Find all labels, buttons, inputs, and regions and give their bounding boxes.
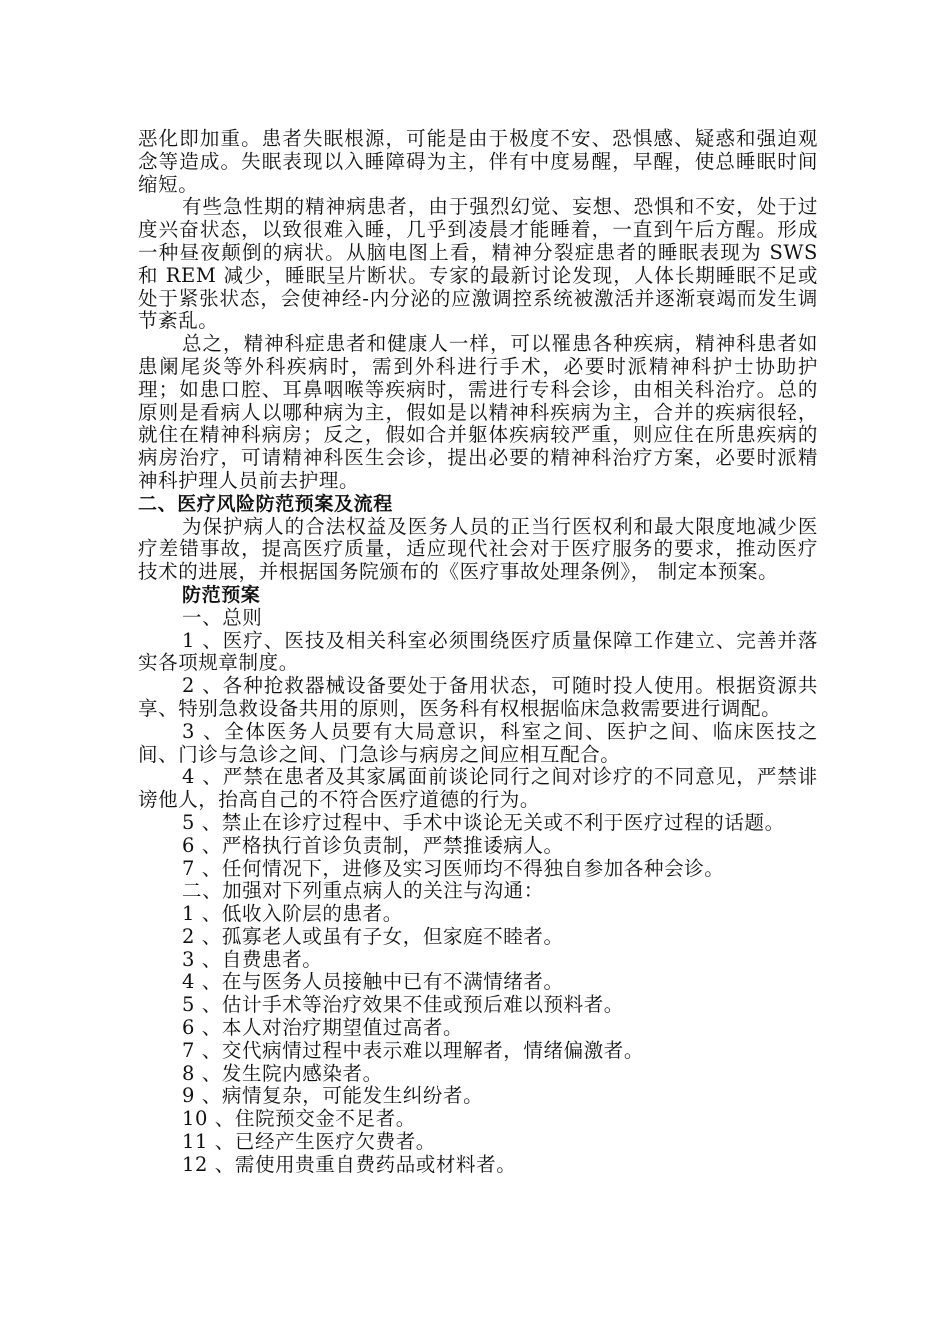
section-heading: 二、医疗风险防范预案及流程 <box>138 492 393 515</box>
patient-item: 6 、本人对治疗期望值过高者。 <box>182 1016 464 1040</box>
rule-item: 2 、各种抢救器械设备要处于备用状态，可随时投人使用。根据资源共享、特别急救设备共用的原则，医务科有权根据临床急救需要进行调配。 <box>138 674 818 720</box>
rule-item: 3 、全体医务人员要有大局意识，科室之间、医护之间、临床医技之间、门诊与急诊之间、门急诊与病房之间应相互配合。 <box>138 719 818 766</box>
paragraph-acute-phase: 有些急性期的精神病患者，由于强烈幻觉、妄想、恐惧和不安，处于过度兴奋状态，以致很难入睡，几乎到凌晨才能睡着，一直到午后方醒。形成一种昼夜颠倒的病状。从脑电图上看，精神分裂症患者的睡眠表现为 SWS 和 REM 减少，睡眠呈片断状。专家的最新讨论发现，人体长期睡眠不足或处于紧张状态，会使神经-内分泌的应激调控系统被激活并逐渐衰竭而发生调节紊乱。 <box>138 195 818 333</box>
patient-item: 2 、孤寡老人或虽有子女，但家庭不睦者。 <box>182 924 564 948</box>
rule-item: 6 、严格执行首诊负责制，严禁推诿病人。 <box>182 833 564 857</box>
patient-item: 4 、在与医务人员接触中已有不满情绪者。 <box>182 970 564 994</box>
rule-item: 1 、医疗、医技及相关科室必须围绕医疗质量保障工作建立、完善并落实各项规章制度。 <box>138 628 818 675</box>
patient-item: 7 、交代病情过程中表示难以理解者，情绪偏激者。 <box>182 1038 645 1062</box>
rule-item: 7 、任何情况下，进修及实习医师均不得独自参加各种会诊。 <box>182 856 725 880</box>
paragraph-insomnia-cause: 恶化即加重。患者失眠根源，可能是由于极度不安、恐惧感、疑惑和强迫观念等造成。失眠表现以入睡障碍为主，伴有中度易醒，早醒，使总睡眠时间缩短。 <box>138 127 818 196</box>
paragraph-summary: 总之，精神科症患者和健康人一样，可以罹患各种疾病，精神科患者如患阑尾炎等外科疾病时，需到外科进行手术，必要时派精神科护士协助护理；如患口腔、耳鼻咽喉等疾病时，需进行专科会诊，由相关科治疗。总的原则是看病人以哪种病为主，假如是以精神科疾病为主，合并的疾病很轻，就住在精神科病房；反之，假如合并躯体疾病较严重，则应住在所患疾病的病房治疗，可请精神科医生会诊，提出必要的精神科治疗方案，必要时派精神科护理人员前去护理。 <box>138 332 818 492</box>
patient-item: 10 、住院预交金不足者。 <box>182 1107 416 1131</box>
rule-item: 5 、禁止在诊疗过程中、手术中谈论无关或不利于医疗过程的话题。 <box>182 810 785 834</box>
patient-item: 9 、病情复杂，可能发生纠纷者。 <box>182 1084 484 1108</box>
patients-list <box>138 903 818 1177</box>
paragraph-purpose: 为保护病人的合法权益及医务人员的正当行医权利和最大限度地减少医疗差错事故，提高医疗质量，适应现代社会对于医疗服务的要求，推动医疗技术的进展，并根据国务院颁布的《医疗事故处理条例》， 制定本预案。 <box>138 514 818 584</box>
patient-item: 8 、发生院内感染者。 <box>182 1061 383 1085</box>
rule-item: 4 、严禁在患者及其家属面前谈论同行之间对诊疗的不同意见，严禁诽谤他人，抬高自己的不符合医疗道德的行为。 <box>138 765 818 812</box>
sub-heading: 防范预案 <box>182 583 261 606</box>
patient-item: 1 、低收入阶层的患者。 <box>182 902 403 926</box>
rules-list <box>138 630 818 881</box>
patient-item: 3 、自费患者。 <box>182 947 323 971</box>
key-patients-title: 二、加强对下列重点病人的关注与沟通： <box>182 879 544 903</box>
general-rules-title: 一、总则 <box>182 605 263 629</box>
patient-item: 5 、估计手术等治疗效果不佳或预后难以预料者。 <box>182 993 624 1017</box>
document-page <box>138 128 818 1177</box>
patient-item: 11 、已经产生医疗欠费者。 <box>182 1130 436 1154</box>
patient-item: 12 、需使用贵重自费药品或材料者。 <box>182 1152 517 1176</box>
